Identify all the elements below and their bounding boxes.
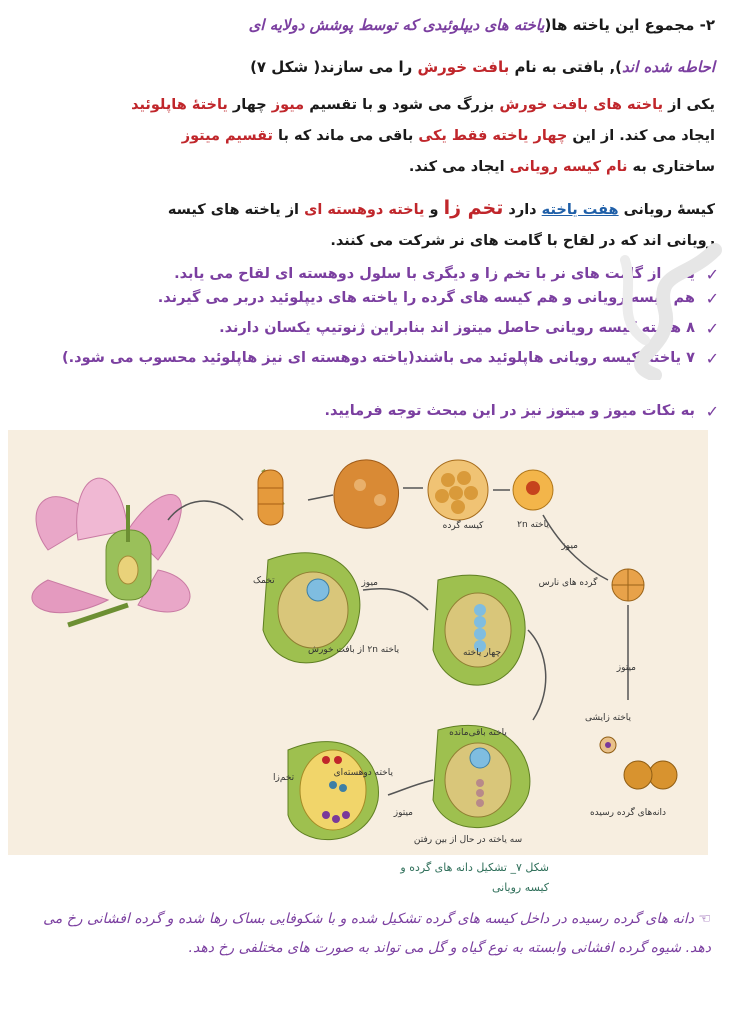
label-binucleate: یاخته دوهسته‌ای xyxy=(333,768,393,778)
heading-text-c: را می سازند( شکل ۷) xyxy=(250,58,418,76)
label-mitosis-1: میتوز xyxy=(616,663,636,673)
p2-a: کیسهٔ رویانی xyxy=(618,202,715,218)
anther-section-icon xyxy=(334,460,399,528)
bullet-1 xyxy=(18,264,719,285)
anther-icon xyxy=(258,470,283,525)
p1-f: یاختهٔ هاپلوئید xyxy=(131,97,228,113)
bullet-4 xyxy=(18,348,719,369)
embryo-sac-icon xyxy=(288,742,378,840)
p2-c: دارد xyxy=(503,202,542,218)
heading-text-a: ), بافتی به نام xyxy=(509,58,623,76)
p2-e: و xyxy=(424,202,444,218)
p1-l: نام کیسه رویانی xyxy=(509,159,628,175)
flower-icon xyxy=(32,478,190,625)
p2-b: هفت یاخته xyxy=(541,202,619,218)
label-generative-cell: یاخته زایشی xyxy=(584,713,632,723)
bullet-text: یکی از گامت های نر با تخم زا و دیگری با سلول دوهسته ای لقاح می یابد. xyxy=(174,266,695,282)
p1-d: میوز xyxy=(271,97,305,113)
bullet-text: ۸ هسته کیسه رویانی حاصل میتوز اند بنابراین ژنوتیپ یکسان دارند. xyxy=(219,320,695,336)
label-ovule: تخمک xyxy=(253,576,275,586)
heading-prefix: ۲- مجموع این یاخته ها( xyxy=(544,16,715,34)
p1-c: بزرگ می شود و با تقسیم xyxy=(304,97,500,113)
mature-pollen-icon xyxy=(600,737,677,789)
label-meiosis-2: میوز xyxy=(361,578,378,588)
figure-pollen-embryo-sac xyxy=(8,430,708,855)
label-three-dying: سه یاخته در حال از بین رفتن xyxy=(413,835,523,845)
label-cell-2n: یاخته ۲n xyxy=(517,520,549,530)
bullet-3 xyxy=(18,318,719,339)
pointing-hand-icon: ☜ xyxy=(693,911,711,927)
p2-g: از یاخته های کیسه xyxy=(167,202,305,218)
check-icon: ✓ xyxy=(705,265,719,284)
label-cell-2n-nucellus: یاخته ۲n از بافت خورش xyxy=(308,645,400,655)
check-icon: ✓ xyxy=(705,402,719,421)
heading-line-2 xyxy=(12,52,715,82)
figure-caption xyxy=(369,858,549,898)
tetrad-icon xyxy=(612,569,644,601)
label-egg: تخم‌زا xyxy=(273,773,295,783)
label-remaining-cell: یاخته باقی‌مانده xyxy=(449,728,507,738)
label-immature-pollen: گرده های نارس xyxy=(538,578,598,588)
p1-e: چهار xyxy=(227,97,272,113)
bullet-text: ۷ یاخته کیسه رویانی هاپلوئید می باشند(یاخته دوهسته ای نیز هاپلوئید محسوب می شود.) xyxy=(62,350,695,366)
p1-k: ساختاری به xyxy=(627,159,715,175)
bullet-5 xyxy=(18,401,719,422)
figure-diagram xyxy=(8,430,708,855)
p2-h: رویانی اند که در لقاح با گامت های نر شرکت می کنند. xyxy=(330,233,715,249)
p2-f: یاخته دوهسته ای xyxy=(304,202,425,218)
heading-line-1 xyxy=(12,10,715,40)
bullet-text: به نکات میوز و میتوز نیز در این مبحث توجه فرمایید. xyxy=(324,403,695,419)
p1-m: ایجاد می کند. xyxy=(408,159,510,175)
p2-d: تخم زا xyxy=(443,197,504,219)
p1-b: یاخته های بافت خورش xyxy=(499,97,664,113)
cell-2n-icon xyxy=(513,470,553,510)
check-icon: ✓ xyxy=(705,349,719,368)
check-icon: ✓ xyxy=(705,319,719,338)
pollen-sac-icon xyxy=(428,460,488,520)
p1-j: تقسیم میتوز xyxy=(181,128,273,144)
heading-handwritten-2: احاطه شده اند xyxy=(622,58,715,76)
watermark-icon xyxy=(595,240,725,380)
p1-g: ایجاد می کند. از این xyxy=(567,128,715,144)
caption-line-1: شکل ۷_ تشکیل دانه های گرده و xyxy=(400,861,549,874)
label-four-cells: چهار یاخته xyxy=(463,648,502,658)
label-mature-pollen: دانه‌های گرده رسیده xyxy=(589,808,667,818)
caption-line-2: کیسه رویانی xyxy=(491,881,549,894)
p1-a: یکی از xyxy=(663,97,715,113)
label-meiosis-1: میوز xyxy=(561,541,578,551)
heading-highlight: بافت خورش xyxy=(417,58,510,76)
label-mitosis-2: میتوز xyxy=(393,808,413,818)
check-icon: ✓ xyxy=(705,289,719,308)
p1-h: چهار یاخته فقط یکی xyxy=(418,128,568,144)
note-text: دانه های گرده رسیده در داخل کیسه های گرده تشکیل شده و با شکوفایی بساک رها شده و گرده افشانی رخ می دهد. شیوه گرده افشانی وابسته به نوع گیاه و گل می تواند به صورت های مختلفی رخ دهد. xyxy=(43,911,711,956)
paragraph-1 xyxy=(12,90,715,183)
bullet-text: هم کیسه رویانی و هم کیسه های گرده را یاخته های دیپلوئید دربر می گیرند. xyxy=(157,290,695,306)
p1-i: باقی می ماند که با xyxy=(272,128,419,144)
note-paragraph xyxy=(20,905,711,963)
heading-handwritten: یاخته های دیپلوئیدی که توسط پوشش دولایه ای xyxy=(248,16,545,34)
ovule-remaining-icon xyxy=(433,725,530,827)
bullet-2 xyxy=(18,288,719,309)
ovule-tetrad-icon xyxy=(433,575,525,685)
label-pollen-sac: کیسه گرده xyxy=(442,521,484,531)
